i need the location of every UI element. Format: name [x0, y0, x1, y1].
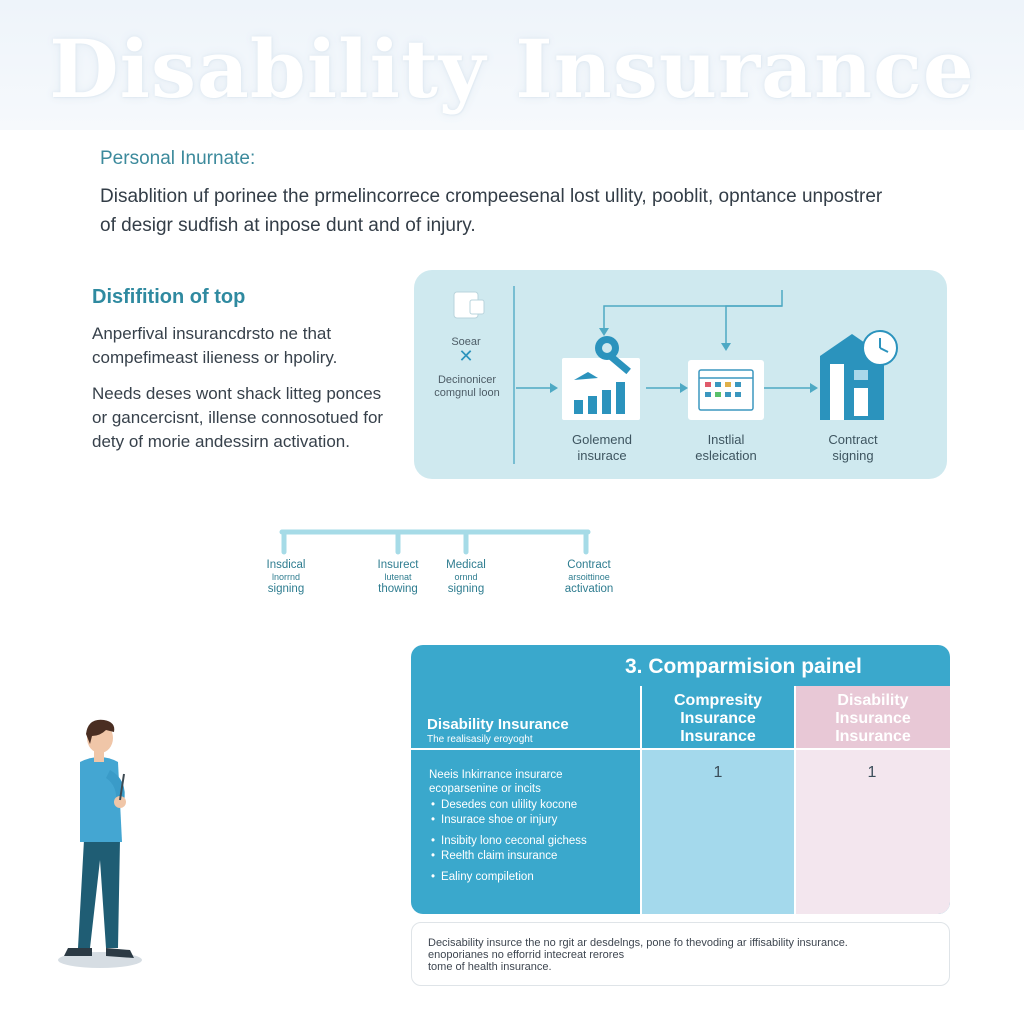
feature-list — [431, 798, 587, 885]
timeline-item-1-line3: signing — [267, 583, 305, 595]
timeline-item-4-line3: activation — [564, 583, 614, 595]
document-icon — [454, 292, 484, 318]
step-label-1: Golemend insurace — [572, 432, 632, 463]
list-item: • Insurace shoe or injury — [431, 813, 587, 828]
column-2-header: Compresity Insurance Insurance — [673, 692, 763, 745]
flow-connectors — [516, 290, 810, 388]
footer-note — [411, 922, 950, 986]
process-panel — [414, 270, 947, 479]
timeline-item-3-line2: ornnd — [454, 572, 478, 582]
list-item: • Reelth claim insurance — [431, 849, 587, 864]
timeline-item-2-line1: Insurect — [377, 559, 419, 571]
row-cell-title: Neeis Inkirrance insurarce ecoparsenine or incits — [429, 769, 563, 795]
list-item: • Ealiny compiletion — [431, 870, 587, 885]
timeline-item-4-line1: Contract — [567, 559, 611, 571]
list-item: • Desedes con ulility kocone — [431, 798, 587, 813]
comparison-table — [411, 686, 950, 914]
close-icon: ✕ — [458, 346, 474, 366]
calendar-icon — [688, 360, 764, 420]
intro-subtitle: Personal Inurnate: — [100, 148, 256, 169]
column-divider-2 — [794, 686, 796, 914]
intro-text: Disablition uf porinee the prmelincorrece crompeesenal lost ullity, pooblit, opntance unpostrer of desigr sudfish at inpose dunt and of injury. — [100, 186, 883, 236]
column-3-header: Disability Insurance Insurance — [835, 692, 911, 745]
footer-line-1: Decisability insurce the no rgit ar desdelngs, pone fo thevoding ar iffisability insurance. — [428, 937, 848, 949]
timeline-item-3-line1: Medical — [446, 559, 486, 571]
settings-chart-icon — [562, 336, 640, 420]
timeline-item-3-line3: signing — [447, 583, 485, 595]
row-divider — [411, 748, 950, 750]
timeline-item-1-line1: Insdical — [266, 559, 306, 571]
list-item: • Insibity lono ceconal gichess — [431, 834, 587, 849]
definition-paragraph-2: Needs deses wont shack litteg ponces or gancercisnt, illense connosotued for dety of morie andessirn activation. — [92, 384, 384, 451]
column-divider-1 — [640, 686, 642, 914]
row-header-title: Disability Insurance — [427, 716, 569, 733]
footer-line-2: enoporianes no efforrid intecreat rerores — [428, 949, 625, 961]
timeline-bracket — [270, 522, 600, 558]
timeline-item-4-line2: arsoittinoe — [568, 572, 610, 582]
left-label-bottom: Decinonicer comgnul loon — [434, 374, 500, 399]
definition-heading: Disfifition of top — [92, 286, 246, 308]
page-title: Disability Insurance — [49, 22, 975, 116]
building-clock-icon — [820, 331, 897, 420]
step-label-2: Instlial esleication — [695, 432, 757, 463]
timeline-item-2-line2: lutenat — [384, 572, 412, 582]
comparison-title: 3. Comparmision painel — [411, 645, 950, 687]
left-label-top: Soear — [451, 336, 481, 348]
definition-paragraph-1: Anperfival insurancdrsto ne that compefimeast ilieness or hpoliry. — [92, 324, 338, 367]
column-2-value: 1 — [713, 764, 723, 781]
footer-line-3: tome of health insurance. — [428, 961, 552, 973]
timeline-item-2-line3: thowing — [378, 583, 418, 595]
column-3-value: 1 — [867, 764, 877, 781]
person-illustration — [50, 710, 150, 972]
step-label-3: Contract signing — [828, 432, 878, 463]
row-header-subtitle: The realisasily eroyoght — [427, 734, 533, 745]
timeline-item-1-line2: lnorrnd — [271, 572, 300, 582]
